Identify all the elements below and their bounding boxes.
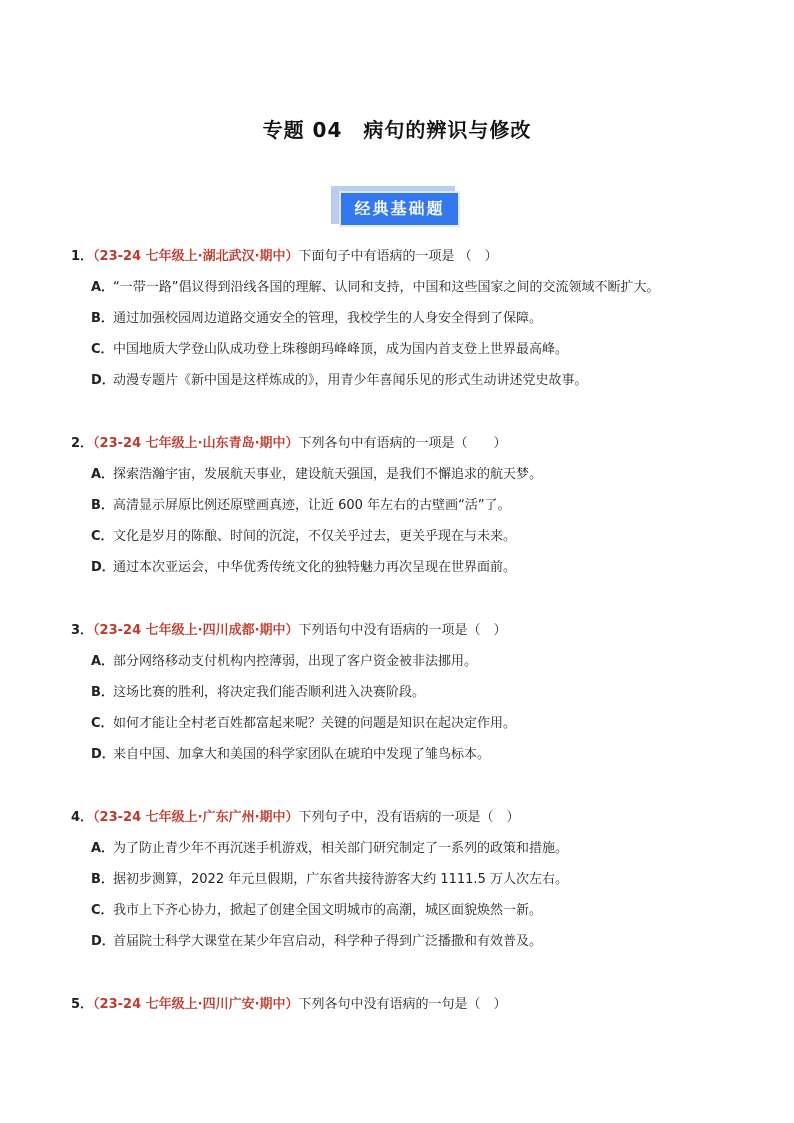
question-source: （23-24 七年级上·四川成都·期中） — [93, 623, 299, 638]
option-c — [91, 341, 751, 359]
option-letter: D． — [91, 934, 115, 949]
option-b — [91, 310, 751, 328]
option-letter: C． — [91, 342, 114, 357]
option-letter: B． — [91, 498, 114, 513]
question-source: （23-24 七年级上·湖北武汉·期中） — [93, 249, 299, 264]
question-2 — [71, 435, 751, 577]
question-stem — [71, 435, 751, 453]
option-text: 部分网络移动支付机构内控薄弱，出现了客户资金被非法挪用。 — [113, 654, 478, 669]
option-text: 据初步测算，2022 年元旦假期，广东省共接待游客大约 1111.5 万人次左右。 — [113, 872, 568, 887]
question-text: 下列各句中没有语病的一句是（ ） — [298, 997, 507, 1012]
option-text: 中国地质大学登山队成功登上珠穆朗玛峰峰顶，成为国内首支登上世界最高峰。 — [113, 342, 569, 357]
option-letter: D． — [91, 373, 115, 388]
option-letter: A． — [91, 654, 115, 669]
option-a — [91, 466, 751, 484]
option-d — [91, 559, 751, 577]
option-c — [91, 902, 751, 920]
question-stem — [71, 996, 751, 1014]
badge-label: 经典基础题 — [339, 191, 460, 227]
question-source: （23-24 七年级上·山东青岛·期中） — [93, 436, 299, 451]
option-letter: A． — [91, 280, 115, 295]
question-number: 2． — [71, 436, 94, 451]
option-d — [91, 933, 751, 951]
question-4 — [71, 809, 751, 951]
option-b — [91, 684, 751, 702]
question-1 — [71, 248, 751, 390]
question-5 — [71, 996, 751, 1014]
question-text: 下面句子中有语病的一项是 （ ） — [298, 249, 498, 264]
option-text: 通过加强校园周边道路交通安全的管理，我校学生的人身安全得到了保障。 — [113, 311, 543, 326]
option-b — [91, 871, 751, 889]
question-stem — [71, 622, 751, 640]
option-letter: B． — [91, 872, 114, 887]
option-d — [91, 372, 751, 390]
question-source: （23-24 七年级上·广东广州·期中） — [93, 810, 299, 825]
section-badge — [331, 186, 464, 230]
option-letter: A． — [91, 467, 115, 482]
option-c — [91, 715, 751, 733]
question-text: 下列句子中，没有语病的一项是（ ） — [298, 810, 520, 825]
option-letter: C． — [91, 716, 114, 731]
question-number: 5． — [71, 997, 94, 1012]
option-text: 探索浩瀚宇宙，发展航天事业，建设航天强国，是我们不懈追求的航天梦。 — [113, 467, 543, 482]
option-a — [91, 840, 751, 858]
question-number: 4． — [71, 810, 94, 825]
option-text: 高清显示屏原比例还原壁画真迹，让近 600 年左右的古壁画“活”了。 — [113, 498, 511, 513]
question-stem — [71, 248, 751, 266]
option-c — [91, 528, 751, 546]
question-3 — [71, 622, 751, 764]
page-title: 专题 04 病句的辨识与修改 — [262, 118, 532, 142]
option-letter: B． — [91, 685, 114, 700]
option-text: 我市上下齐心协力，掀起了创建全国文明城市的高潮，城区面貌焕然一新。 — [113, 903, 543, 918]
question-stem — [71, 809, 751, 827]
question-text: 下列各句中有语病的一项是（ ） — [298, 436, 507, 451]
question-number: 1． — [71, 249, 94, 264]
option-text: 通过本次亚运会，中华优秀传统文化的独特魅力再次呈现在世界面前。 — [113, 560, 517, 575]
option-letter: C． — [91, 529, 114, 544]
question-text: 下列语句中没有语病的一项是（ ） — [298, 623, 507, 638]
question-source: （23-24 七年级上·四川广安·期中） — [93, 997, 299, 1012]
option-letter: D． — [91, 560, 115, 575]
option-letter: A． — [91, 841, 115, 856]
option-text: 如何才能让全村老百姓都富起来呢？关键的问题是知识在起决定作用。 — [113, 716, 517, 731]
option-a — [91, 653, 751, 671]
option-text: 首届院士科学大课堂在某少年宫启动，科学种子得到广泛播撒和有效普及。 — [113, 934, 543, 949]
option-text: 来自中国、加拿大和美国的科学家团队在琥珀中发现了雏鸟标本。 — [113, 747, 491, 762]
option-text: 动漫专题片《新中国是这样炼成的》，用青少年喜闻乐见的形式生动讲述党史故事。 — [113, 373, 588, 388]
question-number: 3． — [71, 623, 94, 638]
option-letter: D． — [91, 747, 115, 762]
option-letter: C． — [91, 903, 114, 918]
option-d — [91, 746, 751, 764]
option-text: 这场比赛的胜利，将决定我们能否顺利进入决赛阶段。 — [113, 685, 426, 700]
option-text: 文化是岁月的陈酿、时间的沉淀，不仅关乎过去，更关乎现在与未来。 — [113, 529, 517, 544]
option-text: 为了防止青少年不再沉迷手机游戏，相关部门研究制定了一系列的政策和措施。 — [113, 841, 569, 856]
option-a — [91, 279, 751, 297]
option-text: “一带一路”倡议得到沿线各国的理解、认同和支持，中国和这些国家之间的交流领域不断扩大。 — [113, 280, 660, 295]
option-b — [91, 497, 751, 515]
option-letter: B． — [91, 311, 114, 326]
